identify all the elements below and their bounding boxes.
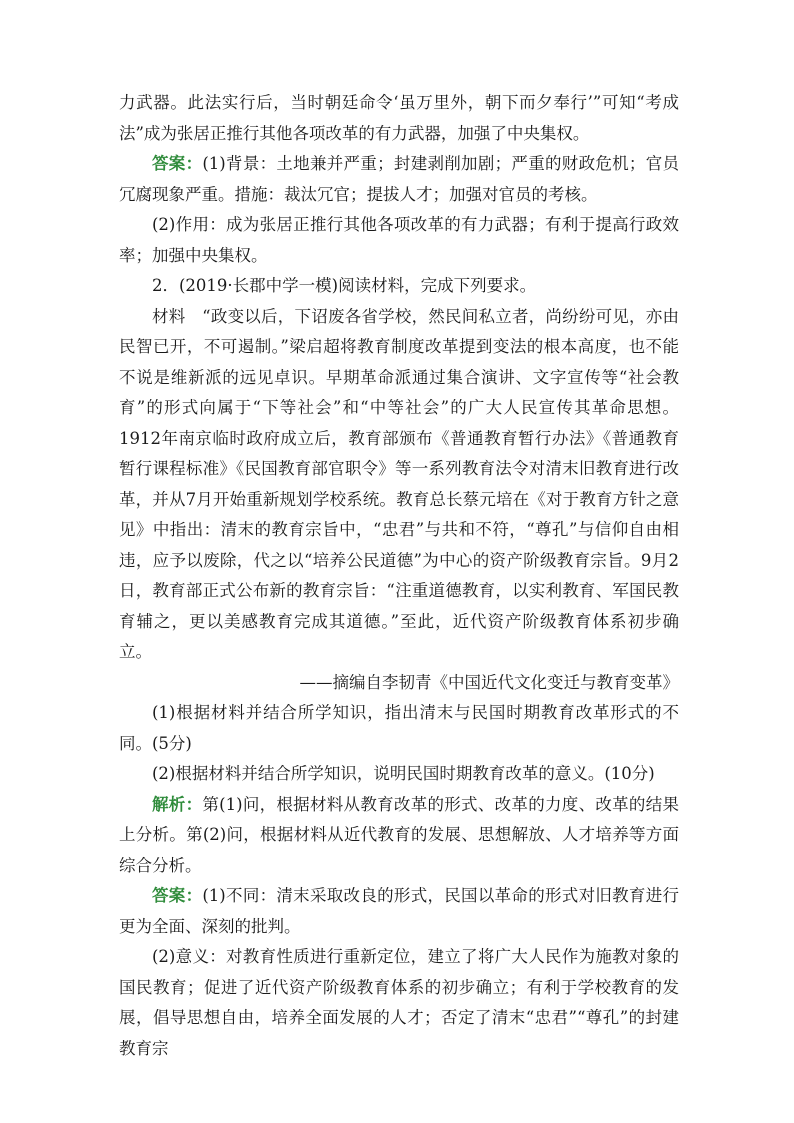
q2-answer-1	[119, 881, 679, 942]
q2-answer-2-text: (2)意义：对教育性质进行重新定位，建立了将广大人民作为施教对象的国民教育；促进了近代资产阶级教育体系的初步确立；有利于学校教育的发展，倡导思想自由，培养全面发展的人才；否定了清末“忠君”“尊孔”的封建教育宗	[119, 947, 679, 1058]
q1-answer-part1	[119, 149, 679, 210]
q2-analysis	[119, 790, 679, 882]
q1-answer-part2	[119, 210, 679, 271]
q2-answer-2	[119, 942, 679, 1064]
q2-sub-question-1-text: (1)根据材料并结合所学知识，指出清末与民国时期教育改革形式的不同。(5分)	[119, 703, 679, 753]
q1-analysis-tail	[119, 88, 679, 149]
q2-material-text: 材料 “政变以后，下诏废各省学校，然民间私立者，尚纷纷可见，亦由民智已开，不可遏制。”梁启超将教育制度改革提到变法的根本高度，也不能不说是维新派的远见卓识。早期革命派通过集合演讲、文字宣传等“社会教育”的形式向属于“下等社会”和“中等社会”的广大人民宣传其革命思想。1912年南京临时政府成立后，教育部颁布《普通教育暂行办法》《普通教育暂行课程标准》《民国教育部官职令》等一系列教育法令对清末旧教育进行改革，并从7月开始重新规划学校系统。教育总长蔡元培在《对于教育方针之意见》中指出：清末的教育宗旨中，“忠君”与共和不符，“尊孔”与信仰自由相违，应予以废除，代之以“培养公民道德”为中心的资产阶级教育宗旨。9月2日，教育部正式公布新的教育宗旨：“注重道德教育，以实利教育、军国民教育辅之，更以美感教育完成其道德。”至此，近代资产阶级教育体系初步确立。	[119, 306, 679, 661]
q1-answer-part1-text: (1)背景：土地兼并严重；封建剥削加剧；严重的财政危机；官员冗腐现象严重。措施：裁汰冗官；提拔人才；加强对官员的考核。	[119, 154, 680, 204]
q2-answer-1-text: (1)不同：清末采取改良的形式，民国以革命的形式对旧教育进行更为全面、深刻的批判。	[119, 886, 680, 936]
q2-heading	[119, 271, 679, 302]
q1-answer-part2-text: (2)作用：成为张居正推行其他各项改革的有力武器；有利于提高行政效率；加强中央集权。	[119, 215, 679, 265]
q2-source-text: ——摘编自李韧青《中国近代文化变迁与教育变革》	[299, 672, 679, 692]
q2-sub-question-2	[119, 759, 679, 790]
answer-label: 答案：	[152, 154, 203, 173]
analysis-label: 解析：	[152, 794, 203, 814]
q1-analysis-tail-text: 力武器。此法实行后，当时朝廷命令‘虽万里外，朝下而夕奉行’”可知“考成法”成为张居正推行其他各项改革的有力武器，加强了中央集权。	[119, 93, 679, 143]
q2-material	[119, 302, 679, 668]
q2-sub-question-1	[119, 698, 679, 759]
q2-heading-text: 2．(2019·长郡中学一模)阅读材料，完成下列要求。	[152, 276, 537, 295]
q2-sub-question-2-text: (2)根据材料并结合所学知识，说明民国时期教育改革的意义。(10分)	[152, 764, 655, 783]
answer-label: 答案：	[152, 886, 203, 905]
q2-source	[119, 668, 679, 699]
q2-analysis-text: 第(1)问，根据材料从教育改革的形式、改革的力度、改革的结果上分析。第(2)问，根据材料从近代教育的发展、思想解放、人才培养等方面综合分析。	[119, 794, 680, 875]
document-page	[119, 88, 679, 1064]
